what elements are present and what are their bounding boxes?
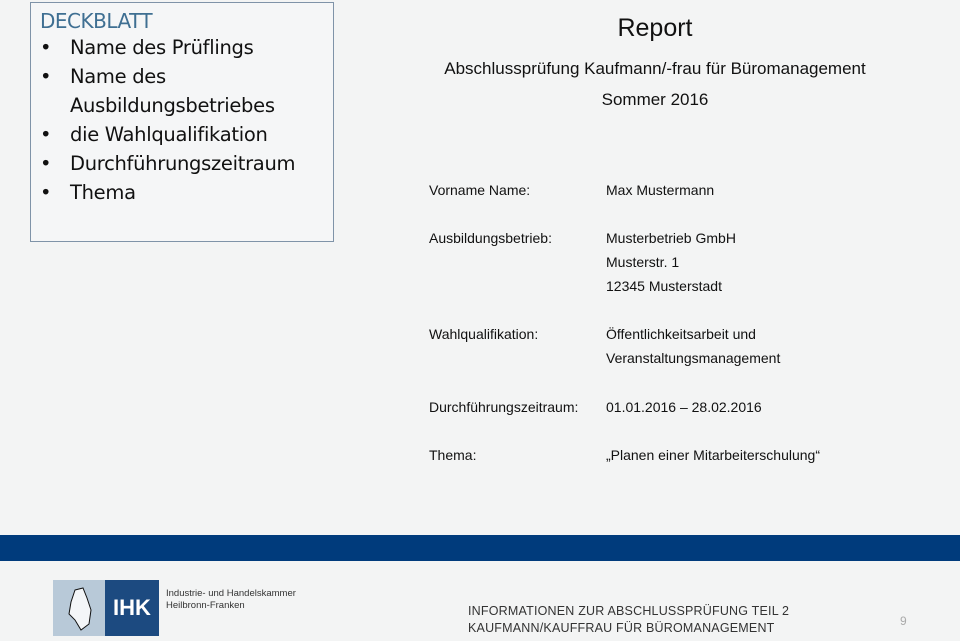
ihk-wordmark: IHK bbox=[105, 580, 159, 636]
callout-heading: DECKBLATT bbox=[40, 9, 153, 33]
topic-value: „Planen einer Mitarbeiterschulung“ bbox=[606, 447, 820, 463]
chamber-name bbox=[166, 588, 296, 612]
list-item: • Durchführungszeitraum bbox=[40, 149, 333, 178]
period-label: Durchführungszeitraum: bbox=[429, 399, 579, 415]
report-title: Report bbox=[617, 14, 693, 42]
qual-label: Wahlqualifikation: bbox=[429, 326, 539, 342]
list-item: • Name des Ausbildungsbetriebes bbox=[40, 62, 333, 120]
deckblatt-callout bbox=[30, 2, 334, 242]
company-label: Ausbildungsbetrieb: bbox=[429, 230, 552, 246]
region-map-icon bbox=[53, 580, 105, 636]
callout-list bbox=[40, 33, 333, 207]
list-item: • Name des Prüflings bbox=[40, 33, 333, 62]
page-number: 9 bbox=[900, 614, 907, 628]
city-value: 12345 Musterstadt bbox=[606, 278, 722, 294]
qual-value-1: Öffentlichkeitsarbeit und bbox=[606, 326, 756, 342]
period-value: 01.01.2016 – 28.02.2016 bbox=[606, 399, 762, 415]
street-value: Musterstr. 1 bbox=[606, 254, 680, 270]
company-value: Musterbetrieb GmbH bbox=[606, 230, 736, 246]
topic-label: Thema: bbox=[429, 447, 477, 463]
footer-info-line-2: KAUFMANN/KAUFFRAU FÜR BÜROMANAGEMENT bbox=[468, 621, 775, 635]
footer-info-line-1: INFORMATIONEN ZUR ABSCHLUSSPRÜFUNG TEIL 2 bbox=[468, 604, 790, 618]
report-term: Sommer 2016 bbox=[601, 90, 709, 109]
list-item: • die Wahlqualifikation bbox=[40, 120, 333, 149]
name-label: Vorname Name: bbox=[429, 182, 531, 198]
footer-band bbox=[0, 535, 960, 561]
list-item: • Thema bbox=[40, 178, 333, 207]
chamber-line-2: Heilbronn-Franken bbox=[166, 600, 245, 611]
ihk-logo bbox=[53, 580, 159, 636]
footer-info bbox=[468, 603, 789, 637]
name-value: Max Mustermann bbox=[606, 182, 715, 198]
chamber-line-1: Industrie- und Handelskammer bbox=[166, 588, 296, 599]
report-subtitle: Abschlussprüfung Kaufmann/-frau für Büromanagement bbox=[444, 59, 866, 78]
qual-value-2: Veranstaltungsmanagement bbox=[606, 350, 781, 366]
